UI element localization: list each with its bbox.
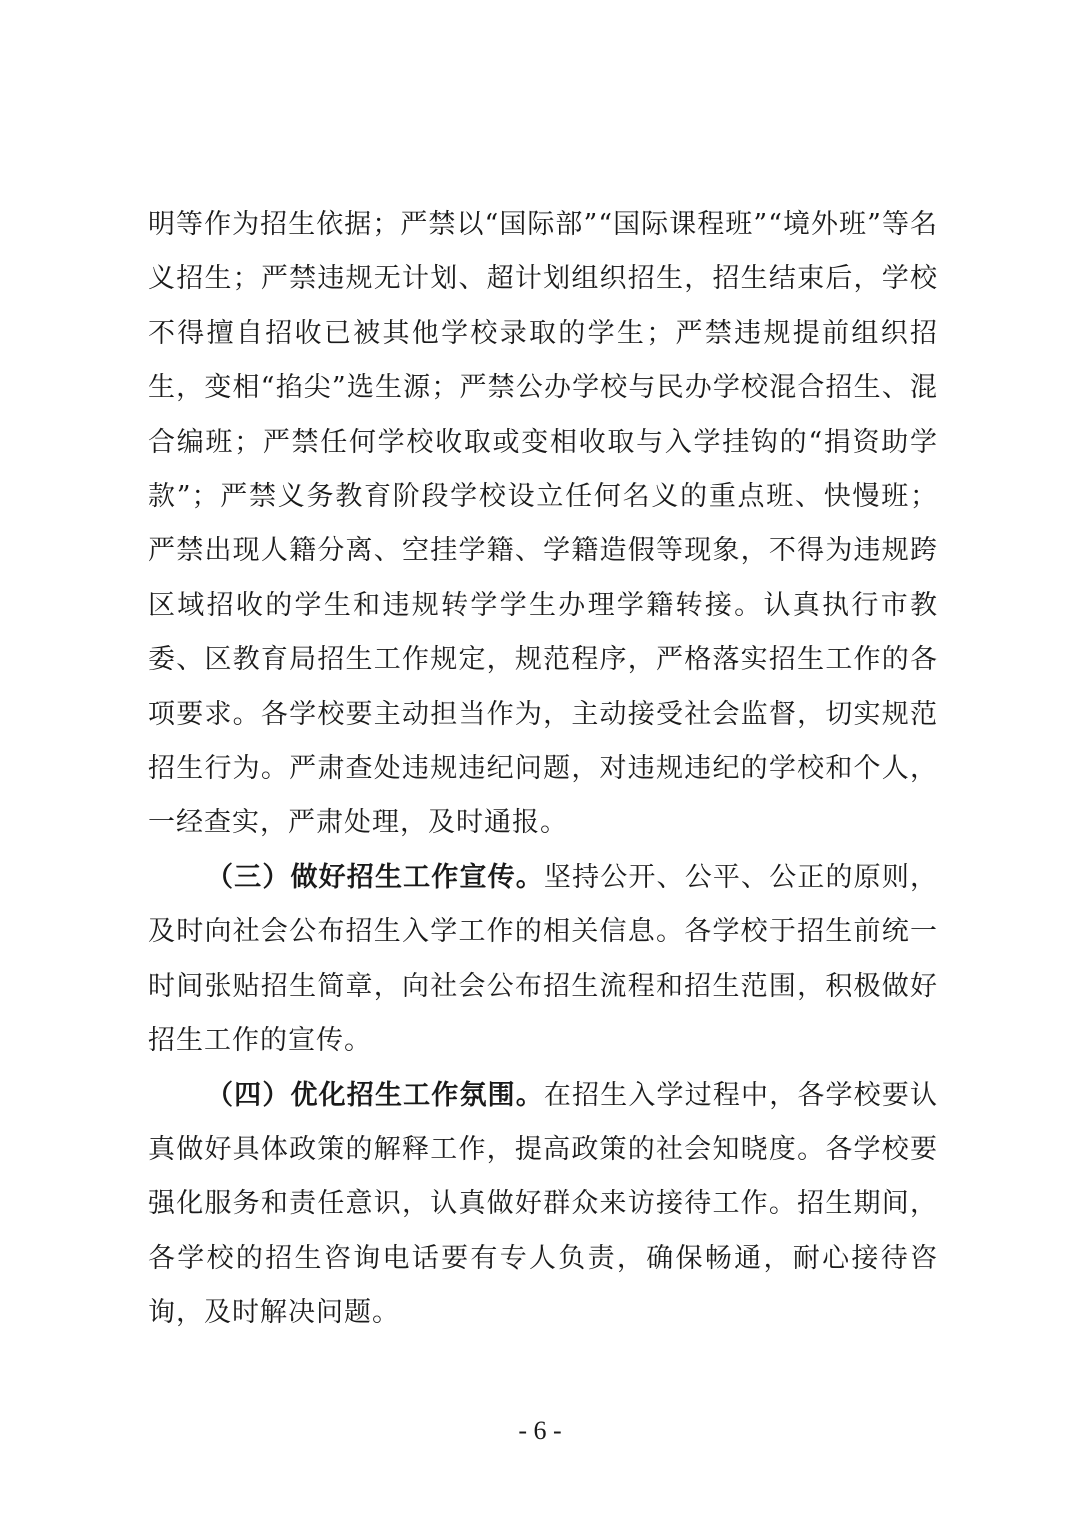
paragraph-section-4 xyxy=(148,1069,938,1341)
section-3-body: 坚持公开、公平、公正的原则，及时向社会公布招生入学工作的相关信息。各学校于招生前统一时间张贴招生简章，向社会公布招生流程和招生范围，积极做好招生工作的宣传。 xyxy=(148,861,939,1057)
section-4-heading: （四）优化招生工作氛围。 xyxy=(206,1079,544,1111)
paragraph-section-3 xyxy=(148,851,938,1069)
section-4-body: 在招生入学过程中，各学校要认真做好具体政策的解释工作，提高政策的社会知晓度。各学校要强化服务和责任意识，认真做好群众来访接待工作。招生期间，各学校的招生咨询电话要有专人负责，确保畅通，耐心接待咨询，及时解决问题。 xyxy=(148,1079,939,1329)
paragraph-continuation: 明等作为招生依据；严禁以“国际部”“国际课程班”“境外班”等名义招生；严禁违规无计划、超计划组织招生，招生结束后，学校不得擅自招收已被其他学校录取的学生；严禁违规提前组织招生，变相“掐尖”选生源；严禁公办学校与民办学校混合招生、混合编班；严禁任何学校收取或变相收取与入学挂钩的“捐资助学款”；严禁义务教育阶段学校设立任何名义的重点班、快慢班；严禁出现人籍分离、空挂学籍、学籍造假等现象，不得为违规跨区域招收的学生和违规转学学生办理学籍转接。认真执行市教委、区教育局招生工作规定，规范程序，严格落实招生工作的各项要求。各学校要主动担当作为，主动接受社会监督，切实规范招生行为。严肃查处违规违纪问题，对违规违纪的学校和个人，一经查实，严肃处理，及时通报。 xyxy=(148,209,938,839)
document-body xyxy=(148,198,938,1341)
page-number: - 6 - xyxy=(518,1416,562,1445)
section-3-heading: （三）做好招生工作宣传。 xyxy=(206,861,544,893)
